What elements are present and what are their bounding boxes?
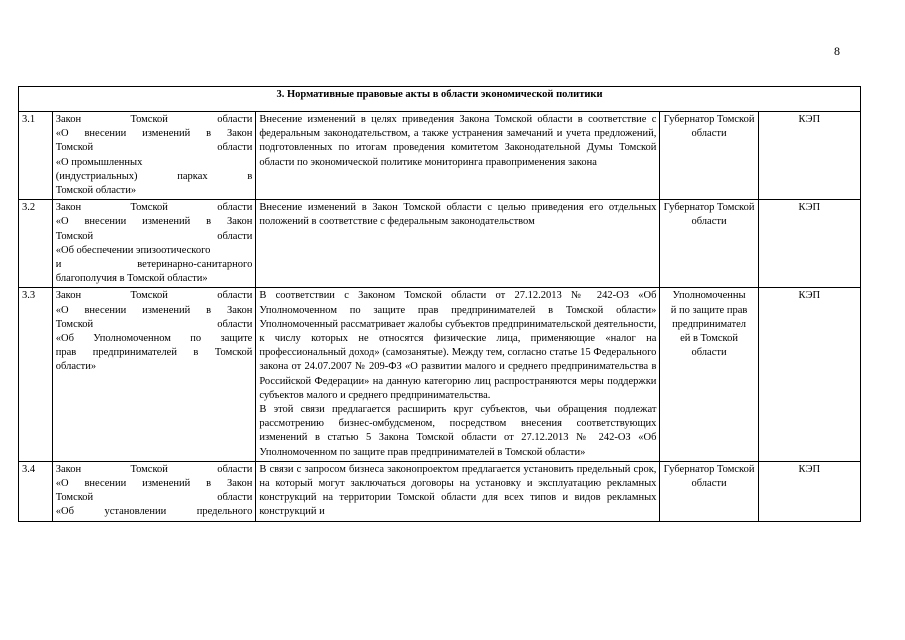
row-number: 3.2: [19, 200, 53, 288]
section-header-row: [19, 87, 861, 112]
act-description: Внесение изменений в целях приведения Закона Томской области в соответствие с федеральным законодательством, а также устранения замечаний и учета предложений, подготовленных по итогам проведения комитетом Законодательной Думы Томской области по экономической политике мониторинга правоприменения закона: [256, 112, 660, 200]
act-description: [256, 288, 660, 461]
act-name-line: «Об установлении предельного: [55, 506, 253, 518]
row-number: 3.4: [19, 461, 53, 521]
act-name: [52, 461, 256, 521]
responsible-line: предпринимател: [672, 318, 746, 330]
table-row: [19, 112, 861, 200]
row-number: 3.3: [19, 288, 53, 461]
row-number: 3.1: [19, 112, 53, 200]
table-row: [19, 461, 861, 521]
act-name-line: прав предпринимателей в Томской: [55, 347, 253, 359]
act-description: В связи с запросом бизнеса законопроектом предлагается установить предельный срок, на который могут заключаться договоры на установку и эксплуатацию рекламных конструкций на территории Томской области для всех типов и видов рекламных конструкций и: [256, 461, 660, 521]
act-name-line: Закон Томской области: [55, 202, 253, 214]
committee-code: КЭП: [758, 112, 860, 200]
responsible-line: й по защите прав: [670, 304, 748, 316]
act-name-line: области»: [55, 361, 97, 373]
responsible-line: ей в Томской: [680, 333, 738, 345]
table-row: [19, 288, 861, 461]
act-name-line: «Об обеспечении эпизоотического: [55, 244, 211, 256]
act-name-line: «О внесении изменений в Закон: [55, 478, 253, 490]
act-name-line: (индустриальных) парках в: [55, 170, 253, 182]
act-name-line: Томской области: [55, 318, 253, 330]
act-name-line: Томской области: [55, 492, 253, 504]
committee-code: КЭП: [758, 288, 860, 461]
act-name-line: «О внесении изменений в Закон: [55, 128, 253, 140]
act-name-line: Закон Томской области: [55, 114, 253, 125]
description-paragraph: В этой связи предлагается расширить круг субъектов, чьи обращения подлежат рассмотрению бизнес-омбудсменом, посредством внесения соответствующих изменений в статью 5 Закона Томской области от 27.12.2013 № 242-ОЗ «Об Уполномоченном по защите прав предпринимателей в Томской области»: [259, 404, 657, 458]
responsible-line: Уполномоченны: [672, 290, 746, 302]
description-paragraph: В соответствии с Законом Томской области от 27.12.2013 № 242-ОЗ «Об Уполномоченном по защите прав предпринимателей в Томской области» Уполномоченный рассматривает жалобы субъектов предпринимательской деятельности, к числу которых не относятся физические лица, применяющие «налог на профессиональный доход» (самозанятые). Между тем, согласно статье 15 Федерального закона от 24.07.2007 № 209-ФЗ «О развитии малого и среднего предпринимательства в Российской Федерации» на данную категорию лиц распространяются меры поддержки субъектов малого и среднего предпринимательства.: [259, 290, 657, 401]
act-name-line: благополучия в Томской области»: [55, 273, 208, 285]
responsible-party: [660, 288, 758, 461]
act-name: [52, 200, 256, 288]
act-name-line: и ветеринарно-санитарного: [55, 259, 253, 271]
act-name: [52, 288, 256, 461]
act-name-line: Закон Томской области: [55, 290, 253, 302]
committee-code: КЭП: [758, 200, 860, 288]
act-name-line: «О внесении изменений в Закон: [55, 216, 253, 228]
responsible-party: Губернатор Томской области: [660, 200, 758, 288]
act-name-line: Томской области»: [55, 185, 137, 197]
act-name-line: «О внесении изменений в Закон: [55, 304, 253, 316]
act-name-line: «О промышленных: [55, 156, 143, 168]
legislation-table: [18, 86, 861, 522]
committee-code: КЭП: [758, 461, 860, 521]
responsible-party: Губернатор Томской области: [660, 112, 758, 200]
act-name: [52, 112, 256, 200]
act-name-line: Закон Томской области: [55, 463, 253, 475]
act-name-line: Томской области: [55, 142, 253, 154]
page-number: 8: [834, 44, 840, 58]
responsible-line: области: [691, 347, 727, 359]
act-description: Внесение изменений в Закон Томской области с целью приведения его отдельных положений в соответствие с федеральным законодательством: [256, 200, 660, 288]
table-row: [19, 200, 861, 288]
section-title: 3. Нормативные правовые акты в области экономической политики: [19, 87, 861, 112]
act-name-line: «Об Уполномоченном по защите: [55, 333, 253, 345]
act-name-line: Томской области: [55, 230, 253, 242]
responsible-party: Губернатор Томской области: [660, 461, 758, 521]
